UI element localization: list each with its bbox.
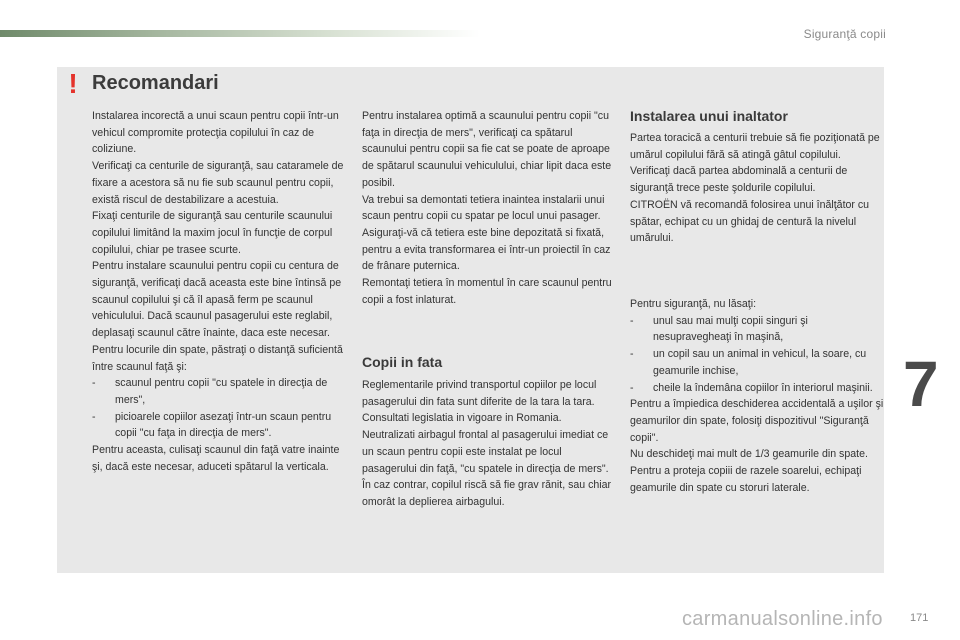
watermark: carmanualsonline.info [682,608,883,630]
list-dash: - [630,314,634,327]
paragraph: Partea toracică a centurii trebuie să fie poziţionată pe umărul copilului fără să atingă gâtul copilului. [630,132,880,161]
list-dash: - [92,377,96,390]
paragraph: În caz contrar, copilul riscă să fie grav rănit, sau chiar omorât la deplierea airbagului. [362,479,612,508]
list-dash: - [92,410,96,423]
column-right-top [630,130,882,247]
paragraph: Pentru siguranţă, nu lăsaţi: [630,298,757,310]
subtitle-booster-seat: Instalarea unui inaltator [630,108,788,124]
page-number: 171 [910,612,929,624]
paragraph: Va trebui sa demontati tetiera inaintea instalarii unui scaun pentru copii cu spatar pe locul unui pasager. [362,193,605,223]
paragraph: Nu deschideţi mai mult de 1/3 geamurile din spate. [630,448,868,461]
warning-icon: ! [68,68,78,99]
paragraph: Instalarea incorectă a unui scaun pentru copii într-un vehicul compromite protecţia copilului în caz de coliziune. [92,110,339,156]
column-left [92,108,346,475]
paragraph: Verificaţi ca centurile de siguranţă, sau cataramele de fixare a acestora să nu fie sub scaunul pentru copii, există riscul de destabilizare a acestuia. [92,160,344,206]
list-item: - un copil sau un animal in vehicul, la soare, cu geamurile inchise, [630,348,867,377]
paragraph: Asiguraţi-vă că tetiera este bine depozitată si fixată, pentru a evita transformarea ei într-un proiectil în caz de frânare puternica. [362,226,611,273]
list-item: - scaunul pentru copii "cu spatele in direcţia de mers", [92,377,328,406]
list-item: - unul sau mai mulţi copii singuri şi nesupravegheaţi în maşină, [630,314,808,344]
paragraph: Neutralizati airbagul frontal al pasagerului imediat ce un scaun pentru copii este instalat pe locul pasagerului din faţă, "cu spatele in direcţia de mers". [362,429,609,475]
column-right-bottom [630,296,884,496]
paragraph: Pentru instalare scaunului pentru copii cu centura de siguranţă, verificaţi dacă aceasta este bine întinsă pe scaunul copilului şi că îl apasă ferm pe scaunul vehiculului. Dacă scaunul pasagerului este reglabil, deplasaţi scaunul către înainte, daca este necesar. [92,260,342,340]
paragraph: Reglementarile privind transportul copiilor pe locul pasagerului din fata sunt diferite de la tara la tara. Consultati legislatia in vigoare in Romania. [362,379,597,425]
section-title: Siguranţă copii [803,27,886,41]
subtitle-children-front: Copii in fata [362,354,443,370]
paragraph: Remontaţi tetiera în momentul în care scaunul pentru copii a fost inlaturat. [362,277,612,306]
paragraph: Pentru a împiedica deschiderea accidentală a uşilor şi geamurilor din spate, folosiţi dispozitivul "Siguranţă copii". [630,398,884,444]
paragraph: Pentru instalarea optimă a scaunului pentru copii "cu faţa in direcţia de mers", verificaţi ca spătarul scaunului pentru copii sa fie cat se poate de aproape de spătarul scaunului vehiculului, chiar lipit daca este posibil. [362,110,612,189]
list-item: - cheile la îndemâna copiilor în interiorul maşinii. [630,380,884,397]
header-accent-bar [0,30,480,37]
panel-title: Recomandari [92,72,219,94]
paragraph: Verificaţi dacă partea abdominală a centurii de siguranţă trece peste şoldurile copilului. [630,165,848,195]
column-middle-top [362,108,614,308]
list-dash: - [630,381,634,394]
paragraph: Pentru a proteja copiii de razele soarelui, echipaţi geamurile din spate cu storuri laterale. [630,465,862,494]
paragraph: Pentru locurile din spate, păstraţi o distanţă suficientă între scaunul faţă şi: [92,343,343,373]
list-item: - picioarele copiilor asezaţi într-un scaun pentru copii "cu faţa in direcţia de mers". [92,410,332,440]
list-dash: - [630,348,634,361]
paragraph: CITROËN vă recomandă folosirea unui înălţător cu spătar, echipat cu un ghidaj de centură la nivelul umărului. [630,198,870,245]
paragraph: Pentru aceasta, culisaţi scaunul din faţă vatre inainte şi, dacă este necesar, aduceti spătarul la verticala. [92,444,340,473]
column-middle-bottom [362,377,616,511]
chapter-number: 7 [903,348,939,420]
paragraph: Fixaţi centurile de siguranţă sau centurile scaunului copilului limitând la maxim jocul în funcţie de corpul copilului, chiar pe trasee scurte. [92,210,333,256]
